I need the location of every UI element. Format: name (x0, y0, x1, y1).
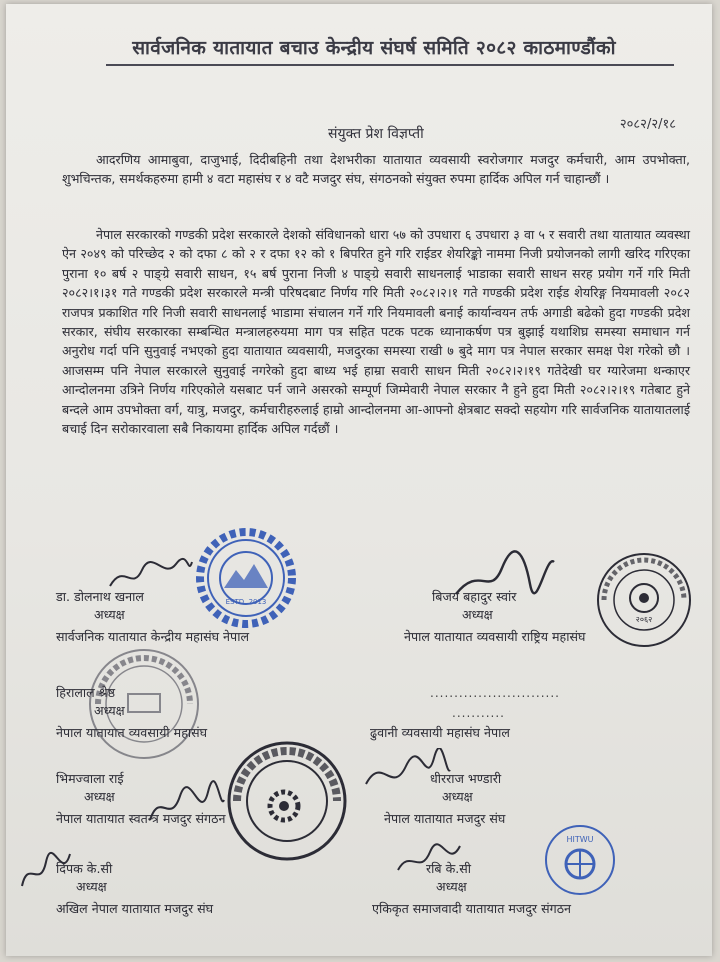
letter-header: सार्वजनिक यातायात बचाउ केन्द्रीय संघर्ष समिति २०८२ काठमाण्डौंको (132, 37, 616, 59)
signatory-8-role: अध्यक्ष (436, 879, 467, 894)
letter-date: २०८२/२/१८ (619, 117, 676, 132)
signatory-8-org: एकिकृत समाजवादी यातायात मजदुर संगठन (372, 901, 571, 916)
signatory-2 (404, 588, 585, 646)
signatory-1-role: अध्यक्ष (94, 607, 125, 622)
signatory-1-name: डा. डोलनाथ खनाल (56, 589, 144, 604)
signatory-4-org: ढुवानी व्यवसायी महासंघ नेपाल (370, 725, 510, 740)
signature-line-1: ........................... (430, 686, 560, 700)
rashtriya-mahasangh-seal-icon (594, 550, 694, 650)
signatory-3-org: नेपाल यातायात व्यवसायी महासंघ (56, 725, 208, 740)
signatory-6-org: नेपाल यातायात मजदुर संघ (384, 811, 506, 826)
signatory-2-name: बिजय बहादुर स्वांर (432, 589, 517, 604)
signatory-7-org: अखिल नेपाल यातायात मजदुर संघ (56, 901, 214, 916)
signatory-8-name: रबि के.सी (426, 861, 472, 876)
letter-page (6, 4, 712, 956)
signatory-6 (384, 770, 505, 828)
signatory-5-role: अध्यक्ष (84, 789, 115, 804)
signatory-1-org: सार्वजनिक यातायात केन्द्रीय महासंघ नेपाल (56, 629, 250, 644)
signatory-6-role: अध्यक्ष (442, 789, 473, 804)
paragraph-body: नेपाल सरकारको गण्डकी प्रदेश सरकारले देशको संविधानको धारा ५७ को उपधारा ६ उपधारा ३ वा ५ र सवारी तथा यातायात व्यवस्था ऐन २०४९ को परिच्छेद २ को दफा ८ को २ र दफा १२ को १ बिपरित हुने गरि राईडर शेयरिङ्को नाममा निजी प्रयोजनको लागी खरिद गरिएका पुराना १० बर्ष २ पाङ्ग्रे सवारी साधन, १५ बर्ष पुराना निजी ४ पाङ्ग्रे सवारी साधनलाई भाडाका सवारी साधन सरह प्रयोग गर्ने गरि मिती २०८२।१।३१ गते गण्डकी प्रदेश सरकारले मन्त्री परिषदबाट निर्णय गरि मिती २०८२।२।१ गते गण्डकी प्रदेश राईड शेयरिङ्ग नियमावली २०८२ राजपत्र प्रकाशित गरि निजी सवारी साधनलाई भाडामा संचालन गर्ने गरि नियमावली बनाई कार्यान्वयन तर्फ अगाडी बढेको हुदा गण्डकी प्रदेश सरकार, संघीय सरकारका सम्बन्धित मन्त्रालहरुयमा माग पत्र सहित पटक पटक ध्यानाकर्षण पत्र बुझाई यथाशिघ्र समस्या समाधान गर्न अनुरोध गर्दा पनि सुनुवाई नभएको हुदा यातायात व्यवसायी, मजदुरका समस्या राखी ७ बुदे माग पत्र नेपाल सरकार समक्ष पेश गरेको छौ । आजसम्म पनि नेपाल सरकारले सुनुवाई नगरेको हुदा बाध्य भई हाम्रा सवारी साधन मिती २०८२।२।१९ गतेदेखी घर ग्यारेजमा थन्काएर आन्दोलनमा उत्रिने निर्णय गरिएकोले यसबाट पर्न जाने असरको सम्पूर्ण जिम्मेवारी नेपाल सरकार नै हुने हुदा मिती २०८२।२।१९ गतेबाट हुने बन्दले आम उपभोक्ता वर्ग, यात्रु, मजदुर, कर्मचारीहरुलाई हाम्रो आन्दोलनमा आ-आफ्नो क्षेत्रबाट सक्दो सहयोग गरि सार्वजनिक यातायातलाई बचाई दिन सरोकारवाला सबै निकायमा हार्दिक अपिल गर्दछौं । (62, 227, 690, 437)
header-underline (106, 64, 674, 66)
signatory-2-org: नेपाल यातायात व्यवसायी राष्ट्रिय महासंघ (404, 629, 586, 644)
paragraph-intro: आदरणिय आमाबुवा, दाजुभाई, दिदीबहिनी तथा देशभरीका यातायात व्यवसायी स्वरोजगार मजदुर कर्मचारी, आम उपभोक्ता, शुभचिन्तक, समर्थकहरुमा हामी ४ वटा महासंघ र ४ वटै मजदुर संघ, संगठनको संयुक्त रुपमा हार्दिक अपिल गर्न चाहान्छौं । (62, 152, 690, 187)
signatory-3 (56, 684, 207, 742)
signatory-5 (56, 770, 225, 828)
signatory-2-role: अध्यक्ष (462, 607, 493, 622)
signatory-8 (372, 860, 571, 918)
signatory-3-role: अध्यक्ष (94, 703, 125, 718)
signatory-5-org: नेपाल यातायात स्वतन्त्र मजदुर संगठन (56, 811, 226, 826)
signature-line-2: ........... (452, 706, 505, 720)
signatory-5-name: भिमज्वाला राई (56, 771, 124, 786)
signatory-3-name: हिरालाल श्रेष्ठ (56, 685, 116, 700)
signatory-7-role: अध्यक्ष (76, 879, 107, 894)
hitwu-label: HITWU (566, 835, 594, 844)
signatory-4 (370, 724, 510, 742)
signatory-7 (56, 860, 213, 918)
letter-subject: संयुक्त प्रेश विज्ञप्ती (328, 126, 424, 142)
signatory-7-name: दिपक के.सी (56, 861, 113, 876)
gear-seal-icon (222, 736, 352, 866)
signatory-1 (56, 588, 249, 646)
seal-year-label: २०६२ (635, 615, 653, 624)
estd-label: ESTD. 2013 (225, 598, 267, 606)
signatory-6-name: धीरराज भण्डारी (430, 771, 502, 786)
